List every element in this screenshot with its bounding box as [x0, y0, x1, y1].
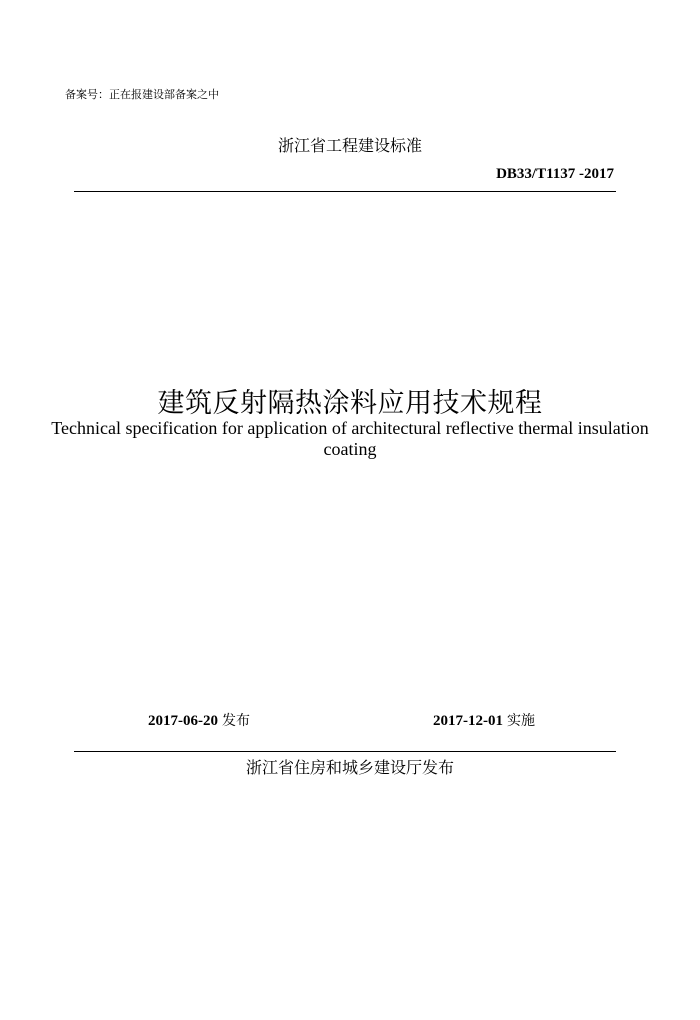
bottom-divider — [74, 751, 616, 752]
effective-date: 2017-12-01 — [433, 713, 503, 729]
document-title-english: Technical specification for application of architectural reflective thermal insulation coating — [51, 418, 649, 459]
effective-date-block — [433, 710, 535, 730]
issue-label: 发布 — [222, 713, 250, 729]
record-number: 备案号：正在报建设部备案之中 — [65, 88, 219, 101]
effective-label: 实施 — [507, 713, 535, 729]
standard-series-title: 浙江省工程建设标准 — [277, 136, 422, 155]
issue-date-block — [148, 710, 250, 730]
document-title-chinese: 建筑反射隔热涂料应用技术规程 — [157, 388, 543, 419]
issue-date: 2017-06-20 — [148, 713, 218, 729]
top-divider — [74, 191, 616, 192]
standard-code: DB33/T1137 -2017 — [496, 166, 614, 182]
publisher: 浙江省住房和城乡建设厅发布 — [245, 758, 454, 777]
